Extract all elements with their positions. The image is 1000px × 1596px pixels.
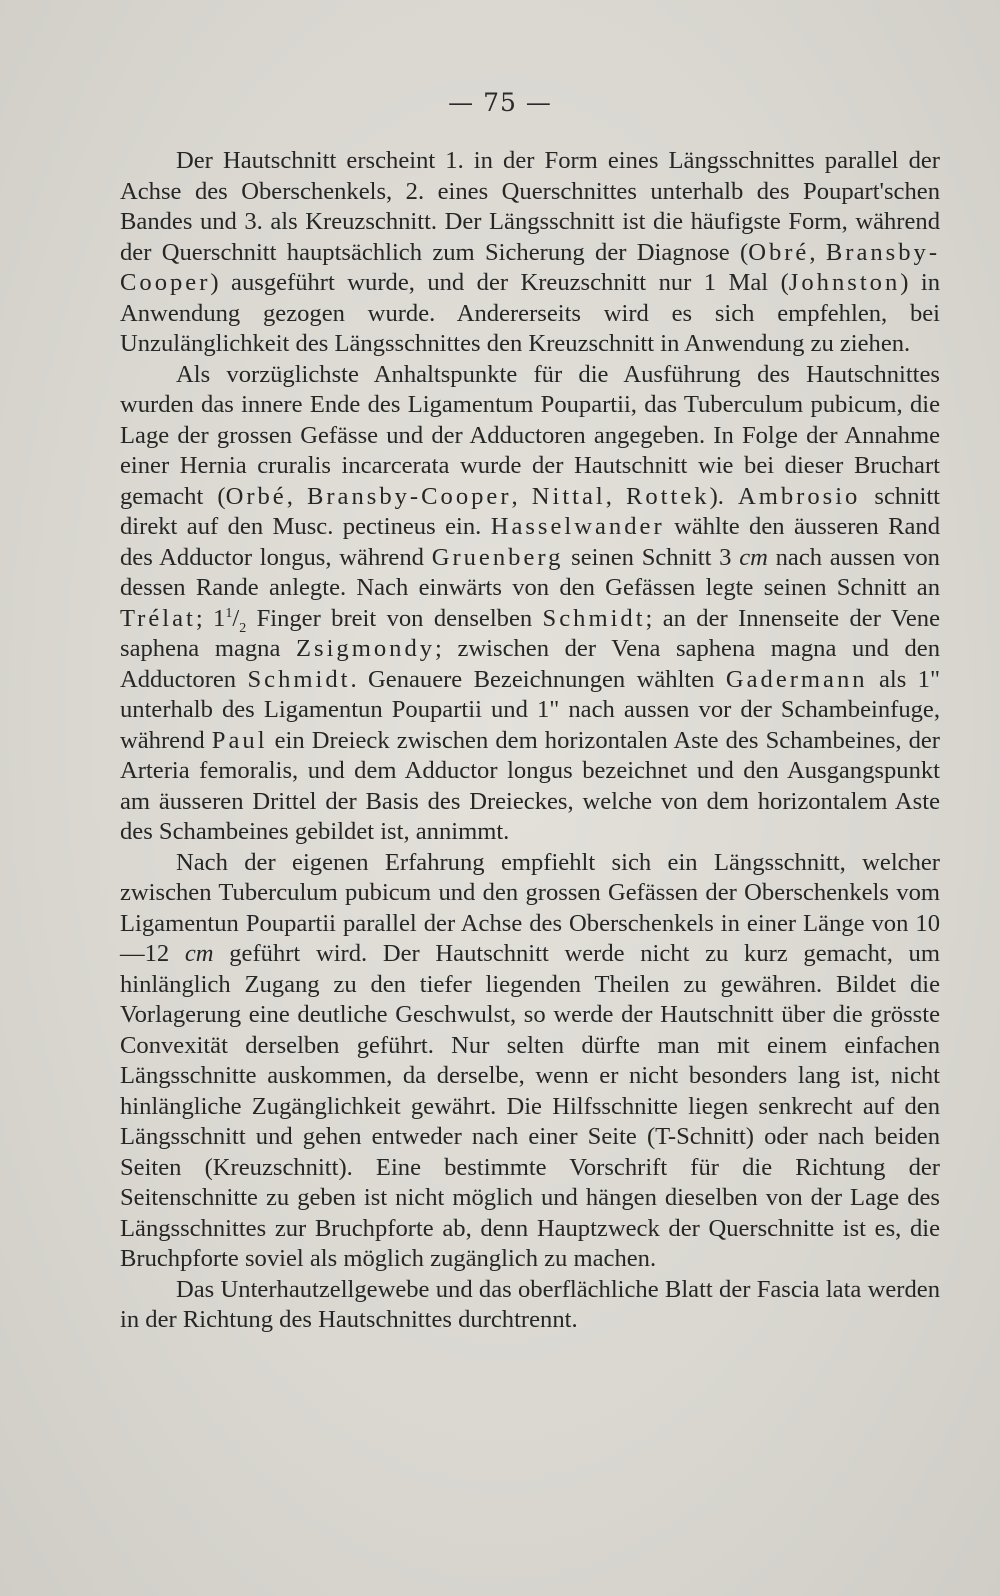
spaced-name: Trélat: [120, 604, 196, 632]
text-run: ) in Anwendung gezogen wurde. Andererseits wird es sich empfehlen, bei Unzulänglichkeit des Längsschnittes den Kreuzschnitt in Anwendung zu ziehen.: [120, 269, 941, 357]
spaced-name: Schmidt: [542, 604, 646, 632]
text-run: ).: [709, 482, 738, 510]
spaced-name: Bransby-Cooper: [306, 482, 512, 510]
text-run: . Genauere Bezeichnungen wählten: [350, 665, 726, 693]
unit-italic: cm: [739, 543, 768, 571]
text-run: nach aussen von dessen Rande anlegte. Nach einwärts von den Gefässen legte seinen Schnitt an: [120, 543, 940, 601]
fraction-part: 1: [225, 605, 233, 621]
text-run: ,: [809, 238, 826, 266]
text-run: ; zwischen der Vena saphena magna und den Adductoren: [120, 635, 940, 693]
text-run: Als vorzüglichste Anhaltspunkte für die Ausführung des Hautschnittes wurden das innere Ende des Ligamentum Poupartii, das Tuberculum pubicum, die Lage der grossen Gefässe und der Adductoren angegeben. In Folge der Annahme einer Hernia cruralis incarcerata wurde der Hautschnitt wie bei dieser Bruchart gemacht (: [120, 360, 940, 510]
paragraph: [120, 360, 940, 848]
text-run: Das Unterhautzellgewebe und das oberflächliche Blatt der Fascia lata werden in der Richtung des Hautschnittes durchtrennt.: [120, 1275, 940, 1333]
text-run: als 1" unterhalb des Ligamentun Poupartii und 1" nach aussen vor der Schambeinfuge, während: [120, 665, 941, 754]
page-number: — 75 —: [448, 88, 552, 117]
text-run: ,: [511, 482, 532, 510]
unit-italic: cm: [184, 940, 214, 967]
text-run: ) ausgeführt wurde, und der Kreuzschnitt nur 1 Mal (: [210, 269, 789, 296]
spaced-name: Zsigmondy: [296, 635, 436, 662]
text-run: /: [232, 604, 240, 632]
paragraph: [120, 1275, 940, 1336]
fraction-part: 2: [239, 620, 247, 636]
text-run: Finger breit von denselben: [246, 604, 543, 632]
spaced-name: Nittal: [531, 482, 606, 510]
spaced-name: Gadermann: [725, 665, 868, 693]
spaced-name: Schmidt: [247, 665, 351, 693]
spaced-name: Rottek: [625, 482, 710, 510]
text-run: ,: [286, 482, 307, 510]
text-run: wählte den äusseren Rand des Adductor longus, während: [120, 513, 940, 571]
text-run: ; 1: [195, 604, 226, 632]
spaced-name: Orbé: [225, 482, 287, 510]
paragraph: [120, 848, 940, 1275]
text-run: geführt wird. Der Hautschnitt werde nicht zu kurz gemacht, um hinlänglich Zugang zu den tiefer liegenden Theilen zu gewähren. Bildet die Vorlagerung eine deutliche Geschwulst, so werde der Hautschnitt über die grösste Convexität derselben geführt. Nur selten dürfte man mit einem einfachen Längsschnitte auskommen, da derselbe, wenn er nicht besonders lang ist, nicht hinlängliche Zugänglichkeit gewährt. Die Hilfsschnitte liegen senkrecht auf den Längsschnitt und gehen entweder nach einer Seite (T-Schnitt) oder nach beiden Seiten (Kreuzschnitt). Eine bestimmte Vorschrift für die Richtung der Seitenschnitte zu geben ist nicht möglich und hängen dieselben von der Lage des Längsschnittes zur Bruchpforte ab, denn Hauptzweck der Querschnitte ist es, die Bruchpforte soviel als möglich zugänglich zu machen.: [120, 940, 940, 1272]
spaced-name: Bransby-Cooper: [120, 238, 941, 296]
body-text: [120, 146, 940, 1336]
text-run: schnitt direkt auf den Musc. pectineus ein.: [120, 482, 940, 540]
text-run: ein Dreieck zwischen dem horizontalen Aste des Schambeines, der Arteria femoralis, und dem Adductor longus bezeichnet und den Ausgangspunkt am äusseren Drittel der Basis des Dreieckes, welche von dem horizontalem Aste des Schambeines gebildet ist, annimmt.: [120, 726, 940, 845]
spaced-name: Hasselwander: [490, 513, 665, 540]
spaced-name: Johnston: [788, 269, 901, 296]
spaced-name: Gruenberg: [431, 543, 564, 571]
spaced-name: Paul: [211, 726, 268, 754]
text-run: Nach der eigenen Erfahrung empfiehlt sich ein Längsschnitt, welcher zwischen Tuberculum pubicum und den grossen Gefässen der Oberschenkels vom Ligamentun Poupartii parallel der Achse des Oberschenkels in einer Länge von 10—12: [120, 848, 940, 967]
text-run: Der Hautschnitt erscheint 1. in der Form eines Längsschnittes parallel der Achse des Oberschenkels, 2. eines Querschnittes unterhalb des Poupart'schen Bandes und 3. als Kreuzschnitt. Der Längsschnitt ist die häufigste Form, während der Querschnitt hauptsächlich zum Sicherung der Diagnose (: [120, 147, 940, 266]
text-run: ,: [605, 482, 626, 510]
spaced-name: Ambrosio: [737, 482, 861, 510]
paragraph: [120, 146, 940, 360]
spaced-name: Obré: [748, 238, 810, 266]
text-run: ; an der Innenseite der Vene saphena magna: [120, 604, 940, 662]
text-run: seinen Schnitt 3: [563, 543, 740, 571]
